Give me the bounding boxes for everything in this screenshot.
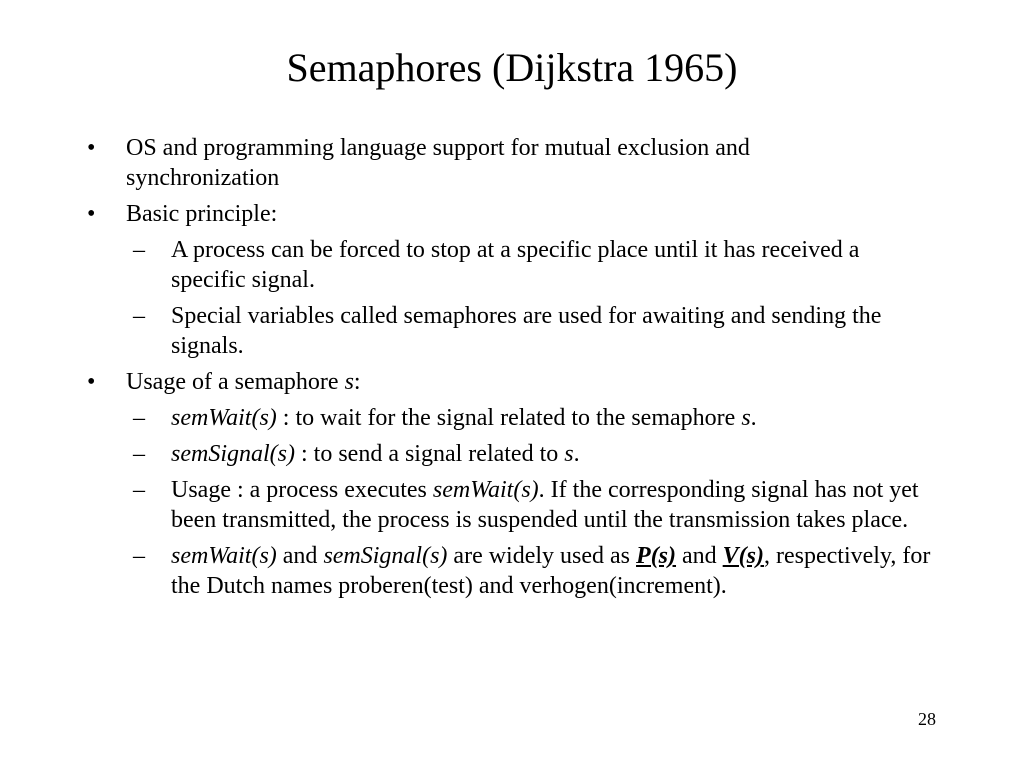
dutch-names-text: , respectively, for the Dutch names proberen(test) and verhogen(increment). <box>171 543 931 599</box>
sub-bullet-semsignal <box>0 439 936 469</box>
usage-text: Usage of a semaphore <box>126 369 345 395</box>
sub-bullet-special-variables <box>0 301 936 361</box>
semaphore-var: s <box>564 441 574 467</box>
sub-bullet-text <box>171 475 936 535</box>
bullet-text: Basic principle: <box>126 201 278 227</box>
p-operation: P(s) <box>636 543 677 569</box>
sub-bullet-dash: – <box>133 405 145 431</box>
v-operation: V(s) <box>722 543 765 569</box>
and-text: and <box>676 543 723 569</box>
sub-bullet-text <box>171 541 936 601</box>
semwait-fn: semWait(s) <box>171 405 277 431</box>
semwait-desc: : to wait for the signal related to the semaphore <box>276 405 742 431</box>
semaphore-var: s <box>741 405 751 431</box>
sub-bullet-semwait <box>0 403 936 433</box>
period: . <box>573 441 580 467</box>
sub-bullet-dash: – <box>133 237 145 263</box>
semsignal-desc: : to send a signal related to <box>294 441 565 467</box>
slide-content <box>0 133 1000 607</box>
semsignal-fn: semSignal(s) <box>323 543 448 569</box>
bullet-usage <box>0 367 886 397</box>
usage-text-1: Usage : a process executes <box>171 477 433 503</box>
semsignal-fn: semSignal(s) <box>171 441 295 467</box>
slide-title: Semaphores (Dijkstra 1965) <box>286 45 738 90</box>
bullet-dot: • <box>87 135 96 161</box>
sub-bullet-text: Special variables called semaphores are used for awaiting and sending the signals. <box>171 303 882 359</box>
sub-bullet-text <box>171 439 936 469</box>
semwait-fn: semWait(s) <box>171 543 277 569</box>
sub-bullet-usage-process <box>0 475 936 535</box>
sub-bullet-dash: – <box>133 441 145 467</box>
sub-bullet-text <box>171 403 936 433</box>
bullet-text: OS and programming language support for mutual exclusion and synchronization <box>126 135 750 191</box>
and-text: and <box>276 543 324 569</box>
usage-colon: : <box>353 369 361 395</box>
bullet-dot: • <box>87 201 96 227</box>
sub-bullet-forced-stop <box>0 235 936 295</box>
widely-used-text: are widely used as <box>447 543 637 569</box>
page-number: 28 <box>918 709 936 729</box>
sub-bullet-dash: – <box>133 303 145 329</box>
semwait-fn: semWait(s) <box>432 477 539 503</box>
bullet-basic-principle <box>0 199 886 229</box>
sub-bullet-dash: – <box>133 477 145 503</box>
sub-bullet-text: A process can be forced to stop at a specific place until it has received a specific signal. <box>171 237 860 293</box>
sub-bullet-p-v-names <box>0 541 936 601</box>
bullet-os-support <box>0 133 886 193</box>
sub-bullet-dash: – <box>133 543 145 569</box>
period: . <box>750 405 757 431</box>
usage-text-2: . If the corresponding signal has not yet been transmitted, the process is suspended until the transmission takes place. <box>171 477 919 533</box>
semaphore-var: s <box>344 369 354 395</box>
bullet-text <box>126 367 886 397</box>
bullet-dot: • <box>87 369 96 395</box>
